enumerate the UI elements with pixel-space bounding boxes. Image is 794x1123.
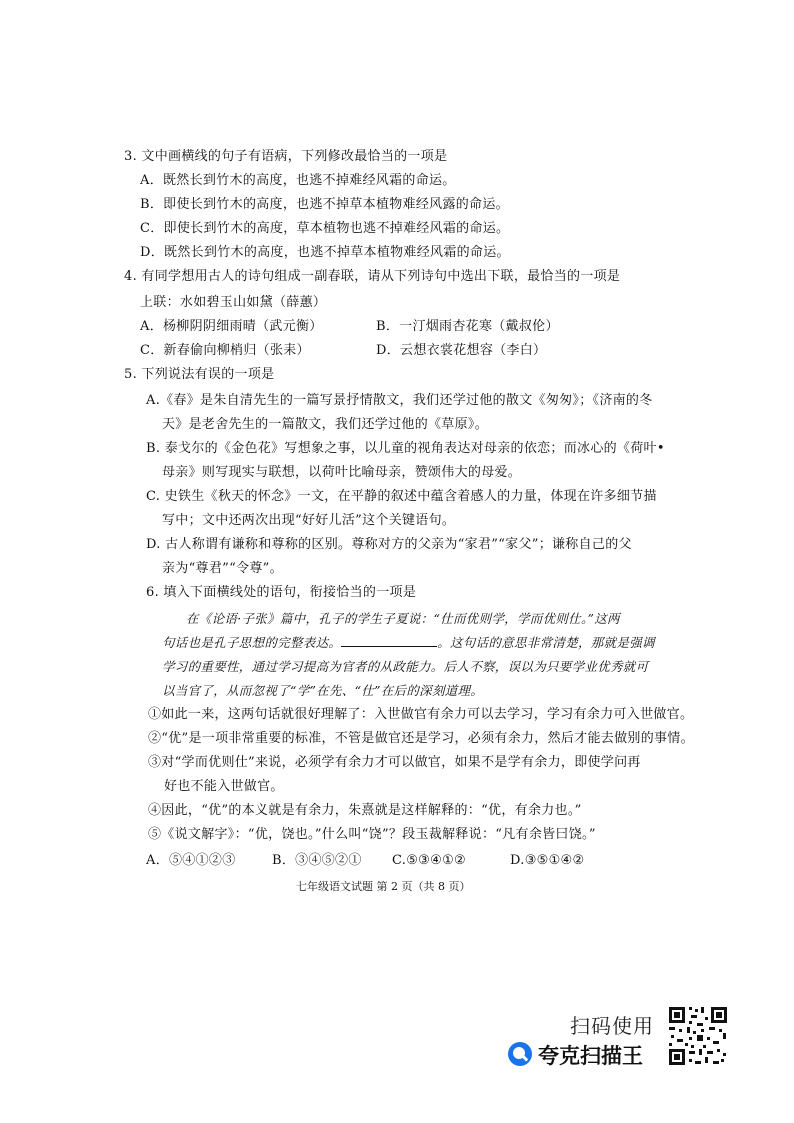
q4-option-a: A．杨柳阴阴细雨晴（武元衡） — [140, 319, 323, 334]
watermark-brand-text: 夸克扫描王 — [538, 1044, 643, 1068]
q6-sentence-4: ④因此，“优”的本义就是有余力，朱熹就是这样解释的：“优，有余力也。” — [148, 803, 582, 818]
q5-option-c-line2: 写中；文中还两次出现“好好儿活”这个关键语句。 — [162, 513, 456, 528]
q5-option-b-line1: B. 泰戈尔的《金色花》写想象之事，以儿童的视角表达对母亲的依恋；而冰心的《荷叶• — [146, 441, 665, 456]
q4-option-b: B．一汀烟雨杏花寒（戴叔伦） — [376, 319, 559, 334]
q6-blank — [341, 634, 437, 647]
q3-stem: 3. 文中画横线的句子有语病，下列修改最恰当的一项是 — [124, 149, 448, 164]
q6-stem: 6. 填入下面横线处的语句，衔接恰当的一项是 — [146, 585, 417, 600]
q6-option-a: A．⑤④①②③ — [146, 853, 236, 868]
q5-option-a-line2: 天》是老舍先生的一篇散文，我们还学过他的《草原》。 — [162, 417, 489, 432]
q6-sentence-1: ①如此一来，这两句话就很好理解了：入世做官有余力可以去学习，学习有余力可入世做官。 — [148, 707, 694, 722]
q6-sentence-2: ②“优”是一项非常重要的标准，不管是做官还是学习，必须有余力，然后才能去做别的事情。 — [148, 731, 694, 746]
q5-stem: 5. 下列说法有误的一项是 — [124, 367, 275, 382]
quark-logo-icon — [507, 1041, 533, 1067]
q6-passage-line3: 学习的重要性，通过学习提高为官者的从政能力。后人不察，误以为只要学业优秀就可 — [162, 659, 649, 674]
q6-option-d: D.③⑤①④② — [510, 853, 585, 868]
q3-option-b: B．即使长到竹木的高度，也逃不掉草本植物难经风露的命运。 — [140, 197, 509, 212]
q5-option-c-line1: C. 史铁生《秋天的怀念》一文，在平静的叙述中蕴含着感人的力量，体现在许多细节描 — [146, 489, 657, 504]
q6-sentence-3-line1: ③对“学而优则仕”来说，必须学有余力才可以做官，如果不是学有余力，即使学问再 — [148, 755, 641, 770]
q5-option-a-line1: A.《春》是朱自清先生的一篇写景抒情散文，我们还学过他的散文《匆匆》；《济南的冬 — [146, 393, 653, 408]
q6-passage-line2-b: 。这句话的意思非常清楚，那就是强调 — [437, 635, 655, 650]
q4-option-d: D．云想衣裳花想容（李白） — [376, 343, 547, 358]
q6-option-b: B．③④⑤②① — [272, 853, 362, 868]
q6-sentence-3-line2: 好也不能入世做官。 — [164, 779, 284, 794]
q6-sentence-5: ⑤《说文解字》：“优，饶也。”什么叫“饶”？段玉裁解释说：“凡有余皆曰饶。” — [148, 827, 596, 842]
q5-option-d-line1: D. 古人称谓有谦称和尊称的区别。尊称对方的父亲为“家君”“家父”；谦称自己的父 — [146, 537, 632, 552]
q4-upper-couplet: 上联：水如碧玉山如黛（薛蕙） — [140, 295, 327, 310]
q6-option-c: C.⑤③④①② — [392, 853, 466, 868]
q4-stem: 4. 有同学想用古人的诗句组成一副春联，请从下列诗句中选出下联，最恰当的一项是 — [124, 269, 621, 284]
q5-option-d-line2: 亲为“尊君”“令尊”。 — [162, 561, 283, 576]
q6-passage-line4: 以当官了，从而忽视了“学”在先、“仕”在后的深刻道理。 — [162, 683, 484, 698]
q6-passage-line1: 在《论语·子张》篇中，孔子的学生子夏说：“仕而优则学，学而优则仕。”这两 — [186, 611, 620, 626]
q3-option-d: D．既然长到竹木的高度，也逃不掉草本植物难经风霜的命运。 — [140, 245, 510, 260]
page-footer: 七年级语文试题 第 2 页（共 8 页） — [296, 880, 471, 893]
qr-code-icon — [667, 1005, 729, 1067]
q5-option-b-line2: 母亲》则写现实与联想，以荷叶比喻母亲，赞颂伟大的母爱。 — [162, 465, 522, 480]
q4-option-c: C．新春偷向柳梢归（张耒） — [140, 343, 310, 358]
q3-option-a: A．既然长到竹木的高度，也逃不掉难经风霜的命运。 — [140, 173, 456, 188]
q6-passage-line2 — [162, 634, 655, 651]
q6-passage-line2-a: 句话也是孔子思想的完整表达。 — [162, 635, 342, 650]
watermark-scan-text: 扫码使用 — [570, 1014, 654, 1038]
q3-option-c: C．即使长到竹木的高度，草本植物也逃不掉难经风霜的命运。 — [140, 221, 510, 236]
